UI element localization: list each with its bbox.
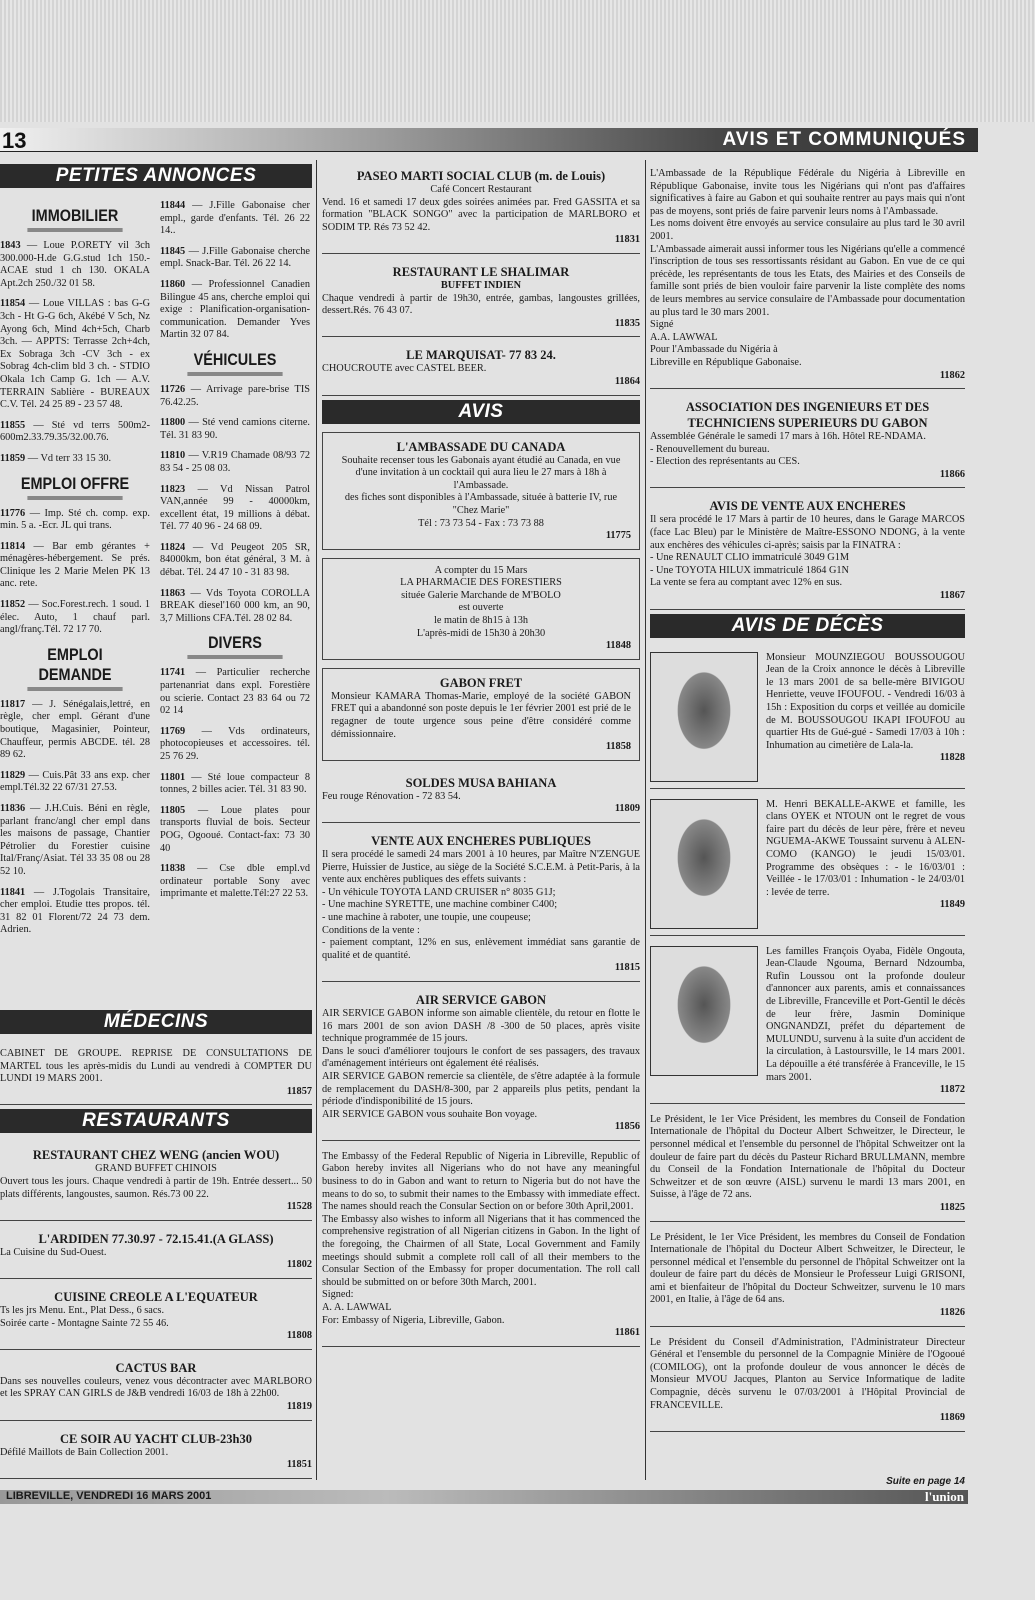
notice: [650, 1331, 965, 1432]
classified-ad: [160, 772, 310, 797]
ad-reference: 11862: [939, 369, 965, 381]
notice-line: AIR SERVICE GABON vous souhaite Bon voyage.: [322, 1108, 538, 1120]
section-header: [0, 128, 978, 152]
notice: [322, 986, 640, 1141]
ad-reference: 11858: [605, 741, 631, 753]
footer: [0, 1490, 968, 1504]
ad-text: — Loue VILLAS : bas G-G 3ch - Ht G-G 6ch, Akébé V 5ch, Nz Ayong 6ch, Mind 4ch+5ch, Charb 3ch. — APPTS: Terrasse 2ch+4ch, Ex Sobraga 3ch -CV 3ch - ex Sobrag 4ch-clim bld 3 ch. - STDIO Okala 1ch Camp G. 1ch — A.V. TERRAIN Sablière - BUREAUX C.V. Tél. 24 25 89 - 23 57 48.: [0, 298, 151, 411]
ad-number: 11741: [160, 667, 186, 679]
notice: [322, 432, 640, 550]
ad-reference: 11831: [614, 234, 640, 246]
ad-number: 11859: [0, 452, 26, 464]
portrait-photo: [650, 799, 758, 929]
ad-reference: 11848: [605, 640, 631, 652]
classified-ad: [0, 240, 150, 290]
ad-reference: 11775: [605, 530, 631, 542]
classified-ad: [160, 450, 310, 475]
page-number: 13: [2, 128, 27, 153]
ad-number: 11829: [0, 769, 26, 781]
ad-text: — Cuis.Pât 33 ans exp. cher empl.Tél.32 22 67/31 27.53.: [0, 769, 150, 794]
notice-line: Monsieur KAMARA Thomas-Marie, employé de la société GABON FRET qui a abandonné son poste depuis le 1er février 2001 est prié de le regagner de toute urgence sous peine d'être considéré comme démissionnaire.: [331, 690, 631, 740]
notice-line: - Une TOYOTA HILUX immatriculé 1864 G1N: [650, 564, 849, 576]
classified-ad: [160, 726, 310, 764]
ad-number: 11817: [0, 698, 26, 710]
notice-line: AIR SERVICE GABON remercie sa clientèle, de s'être adaptée à la formule de remplacement du DASH/8-300, par 2 appareils plus petits, pendant la période d'indisponibilité de 15 jours.: [322, 1070, 640, 1108]
ad-reference: 11866: [939, 468, 965, 480]
classified-ad: [0, 770, 150, 795]
notice: [322, 258, 640, 337]
dateline: LIBREVILLE, VENDREDI 16 MARS 2001: [6, 1490, 212, 1502]
classified-ad: [160, 279, 310, 342]
ad-reference: 11815: [614, 962, 640, 974]
ad-text: — Vds Toyota COROLLA BREAK diesel'160 000 km, an 90, 3,7 Millions CFA.Tél. 28 02 84.: [160, 587, 311, 624]
ad-text: — Vd terr 33 15 30.: [27, 452, 112, 464]
ad-number: 11805: [160, 804, 186, 816]
middle-column: [322, 162, 640, 1351]
ad-text: — Vd Nissan Patrol VAN,année 99 - 40000km, excellent état, 19 millions à débat. Tél. 77 40 96 - 24 68 09.: [160, 483, 310, 533]
ad-number: 11838: [160, 863, 186, 875]
notice-line: des fiches sont disponibles à l'Ambassade, située à batterie IV, rue "Chez Marie": [344, 492, 618, 516]
ad-number: 11800: [160, 417, 186, 429]
notice-line: Assemblée Générale le samedi 17 mars à 16h. Hôtel RE-NDAMA.: [650, 431, 926, 443]
obituary-body: M. Henri BEKALLE-AKWE et famille, les clans OYEK et NTOUN ont le regret de vous faire part du décès de leur père, frère et neveu NGUEMA-AKWE Toussaint survenu à ALEN-COMO (KANGO) le jeudi 15/03/01. Programme des obsèques : - le 16/03/01 : Veillée - le 17/03/01 : Inhumation - le 24/03/01 : levée de terre.: [766, 798, 965, 898]
notice-line: Dans le souci d'améliorer toujours le confort de ses passagers, des travaux d'aménagement intérieurs ont également été réalisés.: [322, 1045, 640, 1070]
notice: [322, 558, 640, 660]
classified-ad: [160, 588, 310, 626]
classified-ad: [0, 887, 150, 937]
notice-line: Souhaite recenser tous les Gabonais ayant étudié au Canada, en vue d'une invitation à un cocktail qui aura lieu le 27 mars à 18h à l'Ambassade.: [341, 454, 621, 491]
notice-line: Défilé Maillots de Bain Collection 2001.: [0, 1446, 169, 1458]
notice-line: - Renouvellement du bureau.: [650, 443, 770, 455]
notice-line: LA PHARMACIE DES FORESTIERS: [400, 577, 562, 589]
notice-title: CACTUS BAR: [115, 1360, 197, 1375]
classified-ad: [160, 246, 310, 271]
notice-line: - Une RENAULT CLIO immatriculé 3049 G1M: [650, 552, 850, 564]
notice-line: CHOUCROUTE avec CASTEL BEER.: [322, 363, 487, 375]
right-column: [650, 162, 965, 1436]
ad-text: — Arrivage pare-brise TIS 76.42.25.: [160, 383, 310, 408]
notice-line: Le Président, le 1er Vice Président, les membres du Conseil de Fondation Internationale de l'hôpital du Docteur Albert Schweitzer, le Directeur, le personnel médical et l'ensemble du personnel de l'hôpital Schweitzer ont la douleur de faire part du décès du Pasteur Richard BRULLMANN, membre du Conseil de la Fondation Internationale de l'hôpital du Docteur Schweitzer et de son œuvre (AISL) survenu le mardi 13 mars 2001, en Suisse, à l'âge de 72 ans.: [650, 1113, 965, 1201]
section-heading: IMMOBILIER: [11, 206, 139, 232]
obituary-text: [766, 652, 965, 782]
ad-number: 11823: [160, 483, 186, 495]
notice-line: Le Président, le 1er Vice Président, les membres du Conseil de Fondation Internationale de l'hôpital du Docteur Albert Schweitzer, le Directeur, le personnel médical et l'ensemble du personnel de l'hôpital Schweitzer ont la douleur de faire part du décès de Monsieur le Professeur Luigi GRISONI, ami et bienfaiteur de l'hôpital du Docteur Schweitzer, survenu le 10 mars 2001, en Italie, à l'âge de 64 ans.: [650, 1231, 965, 1306]
notice: [0, 1283, 312, 1350]
section-heading: VÉHICULES: [171, 350, 299, 376]
ad-reference: 11851: [286, 1459, 312, 1471]
ad-text: — Bar emb gérantes + ménagères-hébergement. Se prés. Clinique les 2 Marie Melen PK 13 anc. rete.: [0, 540, 150, 590]
notice-line: Signed:: [322, 1289, 354, 1301]
obituary: [650, 646, 965, 789]
classified-ad: [160, 417, 310, 442]
masthead-logo: l'union: [924, 1489, 964, 1504]
classified-ad: [0, 803, 150, 879]
notice-line: Chaque vendredi à partir de 19h30, entrée, gambas, langoustes grillées, dessert.Rés. 76 43 07.: [322, 292, 640, 317]
notice-line: CABINET DE GROUPE. REPRISE DE CONSULTATIONS DE MARTEL tous les après-midis du Lundi au vendredi à COMPTER DU LUNDI 19 MARS 2001.: [0, 1048, 312, 1085]
notice-line: La vente se fera au comptant avec 12% en sus.: [650, 577, 843, 589]
ad-reference: 11808: [286, 1330, 312, 1342]
notice-line: Vend. 16 et samedi 17 deux gdes soirées animées par. Fred GASSITA et sa formation "BLACK SONGO" avec la participation de MARLBORO et SODIM TP. Rés 73 52 42.: [322, 196, 640, 233]
classified-ad: [0, 699, 150, 762]
ad-text: — Vd Peugeot 205 SR, 84000km, bon état général, 3 M. à débat. Tél. 24 47 10 - 31 83 98.: [160, 541, 311, 579]
notice-line: - Election des représentants au CES.: [650, 456, 800, 468]
ad-number: 11776: [0, 507, 26, 519]
classified-ad: [0, 420, 150, 445]
notice-line: Ouvert tous les jours. Chaque vendredi à partir de 19h. Entrée dessert... 50 plats différents, langoustes, saumon. Rés.73 00 22.: [0, 1175, 312, 1200]
notice-line: - Un véhicule TOYOTA LAND CRUISER n° 8035 G1J;: [322, 886, 556, 898]
notice-line: Feu rouge Rénovation - 72 83 54.: [322, 790, 461, 802]
notice-title: PASEO MARTI SOCIAL CLUB (m. de Louis): [356, 169, 606, 183]
ad-number: 11844: [160, 200, 186, 211]
ad-reference: 11826: [939, 1307, 965, 1319]
ad-number: 11854: [0, 298, 26, 310]
notice-line: Tél : 73 73 54 - Fax : 73 73 88: [418, 517, 544, 529]
notice-title: CE SOIR AU YACHT CLUB-23h30: [60, 1431, 252, 1446]
ad-text: — J. Sénégalais,lettré, en règle, cher empl. Gérant d'une boutique, Magasinier, Pointeur, Chauffeur, permis ABCDE. tél. 28 89 62.: [0, 698, 150, 761]
ad-number: 11814: [0, 540, 26, 552]
notice: [650, 1108, 965, 1222]
ad-number: 11726: [160, 383, 186, 395]
ad-text: — J.H.Cuis. Béni en règle, parlant franc/angl cher empl dans les maisons de passage, Chantier Pétrolier du Forestier cuisine Ital/Franç/Asiat. Tél 33 35 08 ou 28 52 10.: [0, 803, 150, 877]
notice-line: est ouverte: [458, 602, 504, 614]
classified-ad: [0, 508, 150, 533]
notice-line: The Embassy of the Federal Republic of Nigeria in Libreville, Republic of Gabon hereby invites all Nigerians who do not have any meaningful business to do in Gabon and want to return to Nigeria but do not have the means to do so, to submit their names to the Embassy with immediate effect. The names should reach the Consular Section on or before 30th April,2001.: [322, 1150, 640, 1213]
obituary-text: [766, 799, 965, 929]
notice-line: L'Ambassade aimerait aussi informer tous les Nigérians qu'elle a commencé l'inscription de tous ses ressortissants résidant au Gabon. En vue de ce qui précède, les représentants de tous les Etats, des Mairies et des Conseils de famille sont priés de bien vouloir faire parvenir la liste complète des noms de leurs membres au service consulaire de l'Ambassade pour documentation au plus tard le 30 mars 2001.: [650, 243, 965, 318]
notice: [0, 1354, 312, 1421]
notice-line: Le Président du Conseil d'Administration, l'Administrateur Directeur Général et l'ensemble du personnel de la Compagnie Minière de l'Ogooué (COMILOG), ont la profonde douleur de vous annoncer le décès de Monsieur MVOU Jacques, Planton au Service Informatique de ladite Compagnie, décès survenu le 07/03/2001 à l'Hôpital Provincial de FRANCEVILLE.: [650, 1336, 965, 1411]
ad-number: 11769: [160, 725, 186, 737]
ad-text: — Loue plates pour transports fluvial de bois. Secteur POG, Ogooué. Contact-fax: 73 30 40: [160, 804, 310, 854]
ad-text: — Soc.Forest.rech. 1 soud. 1 élec. Auto, 1 chauf parl. angl/franç.Tél. 72 17 70.: [0, 599, 151, 636]
notice-title: GABON FRET: [439, 675, 523, 690]
notice-line: For: Embassy of Nigeria, Libreville, Gabon.: [322, 1314, 505, 1326]
ad-reference: 11802: [286, 1259, 312, 1271]
ad-text: — J.Fille Gabonaise cherche empl. Snack-Bar. Tél. 26 22 14.: [160, 245, 311, 270]
classified-ad: [160, 484, 310, 534]
ad-reference: 11864: [614, 375, 640, 387]
classified-ad: [0, 453, 150, 466]
ad-text: — Vds ordinateurs, photocopieuses et accessoires. tél. 25 76 29.: [160, 725, 310, 762]
column-divider: [645, 160, 646, 1480]
notice: [0, 1225, 312, 1279]
notice: [650, 393, 965, 488]
ad-number: 11845: [160, 245, 186, 257]
ad-text: — V.R19 Chamade 08/93 72 83 54 - 25 08 03.: [160, 450, 310, 474]
classified-ad: [160, 805, 310, 855]
section-heading: DIVERS: [171, 633, 299, 659]
classified-ad: [160, 542, 310, 580]
notice-line: - une machine à raboter, une toupie, une coupeuse;: [322, 911, 531, 923]
ad-text: — J.Fille Gabonaise cher empl., garde d'enfants. Tél. 26 22 14..: [160, 200, 310, 237]
notice-title: VENTE AUX ENCHERES PUBLIQUES: [371, 834, 591, 848]
notice: [322, 162, 640, 254]
notice: [322, 668, 640, 761]
classified-ad: [0, 541, 150, 591]
notice: [650, 492, 965, 609]
notice-line: A. A. LAWWAL: [322, 1302, 392, 1313]
ad-reference: 11849: [939, 899, 965, 911]
obituary: [650, 793, 965, 936]
notice-line: Libreville en République Gabonaise.: [650, 356, 802, 368]
ad-text: — Sté vd terrs 500m2-600m2.33.79.35/32.00.76.: [0, 419, 150, 444]
notice-line: L'Ambassade de la République Fédérale du Nigéria à Libreville en République Gabonaise, invite tous les Nigérians qui n'ont pas d'affaires significatives à faire au Gabon et qui souhaite rentrer au pays mais qui n'ont pas de moyens, sont priés de faire parvenir leurs noms à l'Ambassade.: [650, 168, 965, 217]
section-title: AVIS ET COMMUNIQUÉS: [722, 129, 966, 150]
classified-ad: [0, 298, 150, 411]
ad-number: 1843: [0, 240, 21, 251]
notice-line: Les noms doivent être envoyés au service consulaire au plus tard le 30 avril 2001.: [650, 218, 965, 242]
notice-title: LE MARQUISAT- 77 83 24.: [406, 348, 556, 363]
classified-ad: [160, 863, 310, 901]
classified-ad: [160, 200, 310, 238]
notice-title: SOLDES MUSA BAHIANA: [405, 775, 557, 790]
notice-line: Signé: [650, 319, 674, 331]
ad-number: 11852: [0, 599, 26, 611]
ad-number: 11860: [160, 278, 186, 290]
ad-number: 11863: [160, 587, 186, 599]
ad-reference: 11828: [939, 752, 965, 764]
notice-line: Soirée carte - Montagne Sainte 72 55 46.: [0, 1317, 169, 1329]
ad-number: 11855: [0, 419, 26, 431]
notice-line: Ts les jrs Menu. Ent., Plat Dess., 6 sacs.: [0, 1304, 165, 1316]
notice-line: The Embassy also wishes to inform all Nigerians that it has commenced the comprehensive registration of all Nigerian citizens in Gabon. In the light of the foregoing, the Chairmen of all State, Local Government and Family meetings should submit a complete roll call of all their members to the Consular Section of the Embassy for proper documentation. The roll call should be submitted on or before 30th March, 2001.: [322, 1213, 640, 1288]
section-banner: MÉDECINS: [0, 1010, 312, 1034]
section-banner: AVIS DE DÉCÈS: [650, 614, 965, 638]
notice-line: L'après-midi de 15h30 à 20h30: [416, 627, 546, 639]
ad-reference: 11869: [939, 1412, 965, 1424]
notice: [0, 1141, 312, 1220]
notice: [0, 1425, 312, 1479]
ad-reference: 11867: [939, 590, 965, 602]
ad-text: — Sté loue compacteur 8 tonnes, 2 billes acier. Tél. 31 83 90.: [160, 771, 310, 796]
notice-title: CUISINE CREOLE A L'EQUATEUR: [54, 1289, 258, 1304]
scan-background: [0, 0, 1035, 122]
obituary-body: Les familles François Oyaba, Fidèle Ongouta, Jean-Claude Ngouma, Bernard Ndzoumba, Rufin Loussou ont la profonde douleur d'annoncer aux parents, amis et connaissances de Libreville, Franceville et Port-Gentil le décès de leur frère, Jasmin Dominique ONGNANDZI, préfet du département de MULUNDU, survenu à la suite d'un accident de la circulation, à Lastoursville, le 14 mars 2001. La dépouille a été transférée à Franceville, le 15 mars 2001.: [766, 945, 965, 1083]
classified-ad: [160, 384, 310, 409]
ad-text: — Sté vend camions citerne. Tél. 31 83 90.: [160, 417, 310, 441]
obituary-body: Monsieur MOUNZIEGOU BOUSSOUGOU Jean de la Croix annonce le décès à Libreville le 13 mars 2001 de sa belle-mère BIVIGOU Henriette, veuve IFOUFOU. - Vendredi 16/03 à 15h : Exposition du corps et veillée au domicile de M. BOUSSOUGOU IKAPI IFOUFOU au quartier Hts de Gué-gué - Samedi 17/03 à 10h : Inhumation au cimetière de Lala-la.: [766, 651, 965, 751]
petites-annonces: [0, 162, 312, 196]
ad-reference: 11861: [614, 1327, 640, 1339]
ad-reference: 11835: [614, 317, 640, 329]
portrait-photo: [650, 946, 758, 1076]
notice-line: - paiement comptant, 12% en sus, enlèvement immédiat sans garantie de qualité et de quantité.: [322, 937, 640, 961]
notice-line: le matin de 8h15 à 13h: [433, 615, 529, 627]
section-heading: EMPLOI DEMANDE: [11, 645, 139, 691]
ad-reference: 11809: [614, 803, 640, 815]
notice: [650, 1226, 965, 1327]
classifieds-column-2: [160, 200, 310, 909]
notice-line: A compter du 15 Mars: [434, 564, 528, 576]
section-banner: RESTAURANTS: [0, 1109, 312, 1133]
ad-number: 11810: [160, 450, 186, 462]
ad-text: — Particulier recherche partenanriat dans expl. Forestière ou scierie. Contact 23 83 64 ou 72 02 14: [160, 667, 310, 717]
notice-title: L'ARDIDEN 77.30.97 - 72.15.41.(A GLASS): [38, 1231, 274, 1246]
ad-reference: 11857: [286, 1085, 312, 1097]
notice-subtitle: Café Concert Restaurant: [430, 184, 532, 195]
notice: [322, 341, 640, 395]
classified-ad: [0, 599, 150, 637]
ad-reference: 11819: [286, 1400, 312, 1412]
notice-line: Il sera procédé le samedi 24 mars 2001 à 10 heures, par Maître N'ZENGUE Pierre, Huissier de Justice, au siège de la Société S.C.E.M. à Petit-Paris, à la vente aux enchères publiques des effets suivants :: [322, 849, 640, 886]
notice-line: Conditions de la vente :: [322, 924, 420, 936]
notice: [322, 769, 640, 823]
notice-line: A.A. LAWWAL: [650, 331, 718, 343]
classifieds-column-1: [0, 200, 150, 945]
section-banner: AVIS: [322, 400, 640, 424]
obituary-text: [766, 946, 965, 1097]
notice-line: Dans ses nouvelles couleurs, venez vous décontracter avec MARLBORO et les SPRAY CAN GIRLS de J&B vendredi 16/03 de 18h à 22h00.: [0, 1375, 312, 1400]
notice-line: - Une machine SYRETTE, une machine combiner C400;: [322, 899, 558, 911]
obituary: [650, 940, 965, 1104]
portrait-photo: [650, 652, 758, 782]
notice-title: ASSOCIATION DES INGENIEURS ET DES TECHNICIENS SUPERIEURS DU GABON: [685, 400, 930, 431]
notice-title: AVIS DE VENTE AUX ENCHERES: [709, 499, 906, 514]
continued-note: Suite en page 14: [886, 1476, 965, 1487]
ad-number: 11824: [160, 541, 186, 553]
notice: [650, 162, 965, 389]
petites-annonces-banner: PETITES ANNONCES: [0, 164, 312, 188]
classified-ad: [160, 667, 310, 717]
ad-text: — Imp. Sté ch. comp. exp. min. 5 a. -Ecr. JL qui trans.: [0, 507, 151, 532]
notice: [322, 827, 640, 982]
notice-title: L'AMBASSADE DU CANADA: [396, 439, 566, 454]
notice-line: située Galerie Marchande de M'BOLO: [401, 589, 561, 601]
notice-line: La Cuisine du Sud-Ouest.: [0, 1246, 107, 1258]
ad-text: — Cse dble empl.vd ordinateur portable Sony avec imprimante et malette.Tél:27 22 53.: [160, 863, 310, 900]
notice-title: RESTAURANT LE SHALIMAR: [392, 264, 570, 279]
ad-text: — Loue P.ORETY vil 3ch 300.000-H.de G.G.stud 1ch 150.-ACAE stud 1 ch 130. OKALA Apt.2ch 250./32 01 58.: [0, 240, 151, 289]
notice: [322, 1145, 640, 1347]
medecins-restaurants: [0, 1008, 312, 1483]
ad-number: 11841: [0, 886, 26, 898]
ad-number: 11836: [0, 803, 26, 814]
ad-number: 11801: [160, 771, 186, 783]
ad-reference: 11825: [939, 1201, 965, 1213]
notice-title: RESTAURANT CHEZ WENG (ancien WOU): [32, 1148, 280, 1163]
section-heading: EMPLOI OFFRE: [11, 474, 139, 500]
notice: [0, 1042, 312, 1105]
notice-subtitle: GRAND BUFFET CHINOIS: [95, 1163, 217, 1175]
notice-line: AIR SERVICE GABON informe son aimable clientèle, du retour en flotte le 16 mars 2001 de son avion DASH /8 -300 de 50 places, après visite technique programmée de 15 jours.: [322, 1007, 640, 1045]
notice-line: Il sera procédé le 17 Mars à partir de 10 heures, dans le Garage MARCOS (face Lac Bleu) par le Ministère de Maître-ESSONO NDONG, à la vente aux enchères des véhicules ci-après; saisis par la FINATRA :: [650, 514, 965, 551]
notice-title: AIR SERVICE GABON: [415, 992, 547, 1007]
ad-text: — J.Togolais Transitaire, cher emploi. Etudie ttes propos. tél. 31 82 01 Florent/72 24 73 dem. Adrien.: [0, 886, 151, 936]
column-divider: [316, 160, 317, 1480]
ad-reference: 11872: [939, 1084, 965, 1096]
notice-line: Pour l'Ambassade du Nigéria à: [650, 344, 778, 356]
ad-reference: 11856: [614, 1121, 640, 1133]
notice-subtitle: BUFFET INDIEN: [440, 279, 522, 291]
ad-text: — Professionnel Canadien Bilingue 45 ans, cherche emploi qui exige : Planification-organisation-communication. Demander Yves Martin 32 07 84.: [160, 278, 310, 341]
ad-reference: 11528: [286, 1201, 312, 1213]
